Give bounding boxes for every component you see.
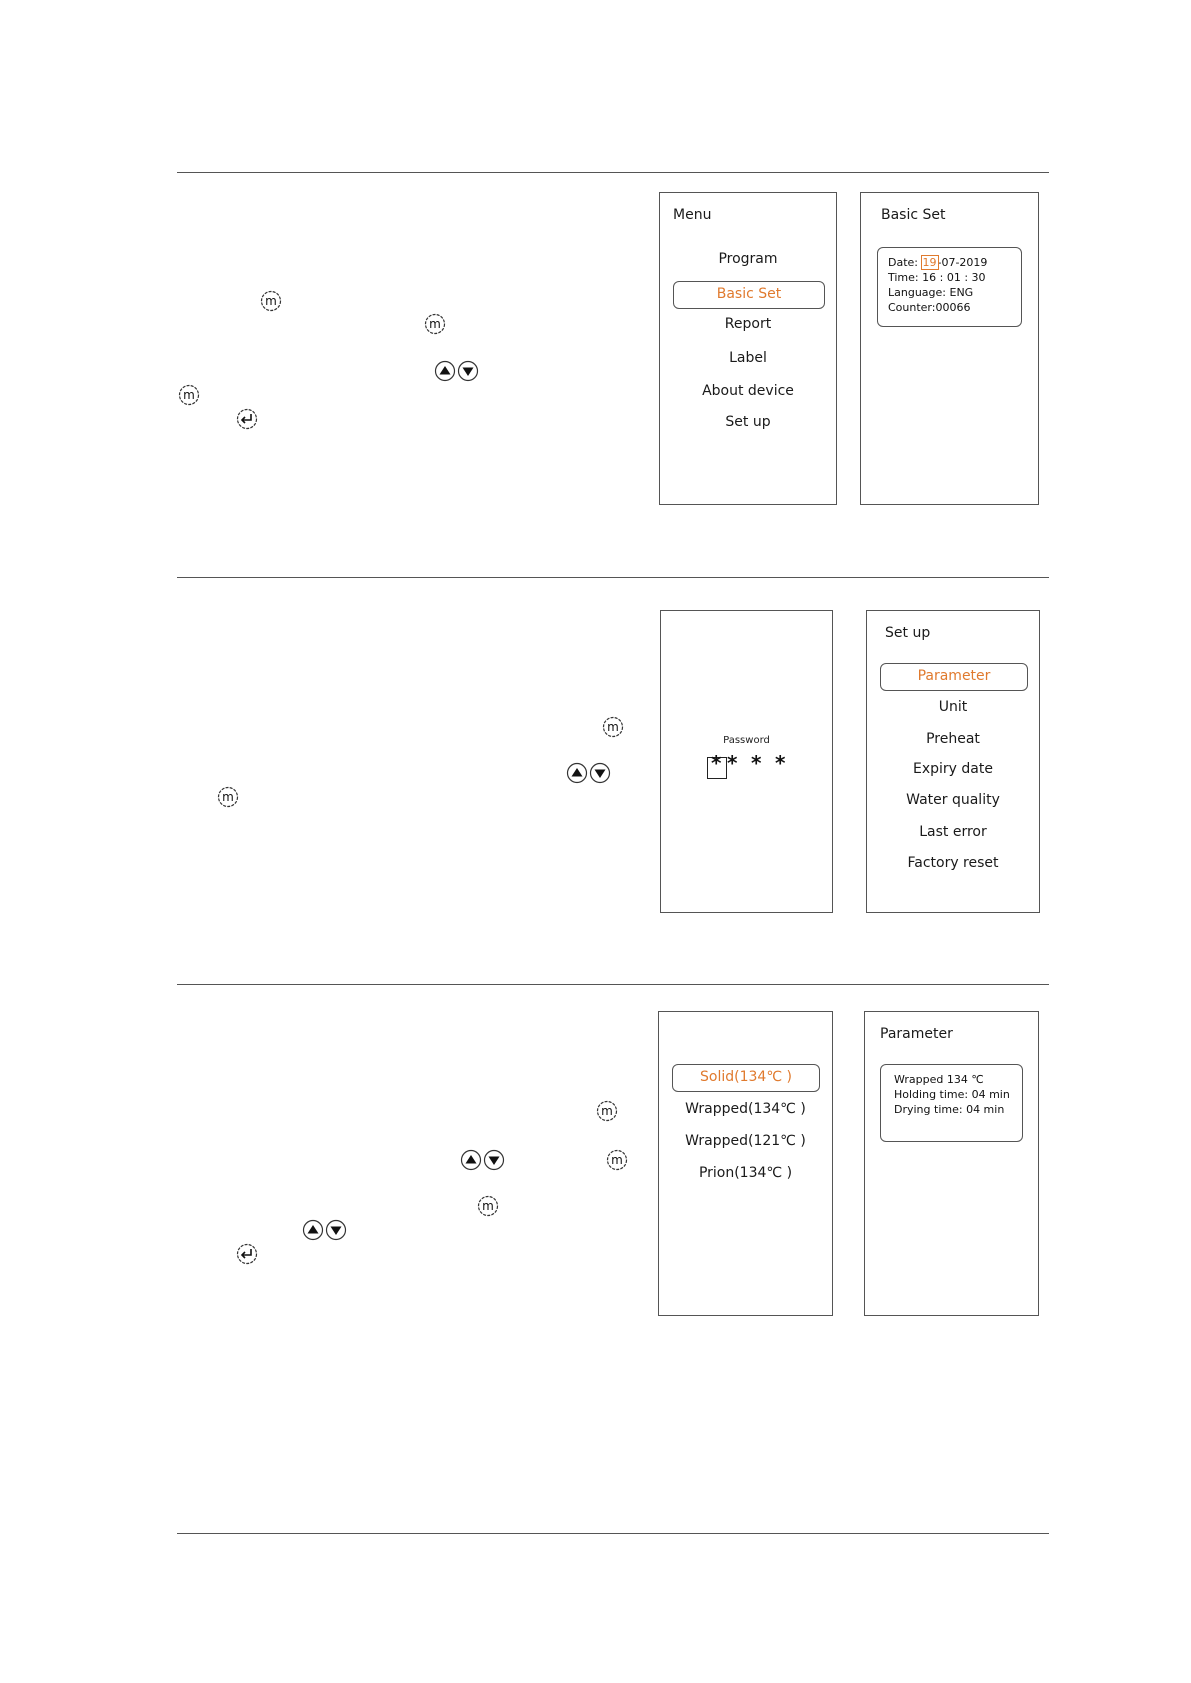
menu-item-about-device[interactable]: About device — [702, 383, 794, 399]
menu-item-label[interactable]: Label — [729, 350, 767, 366]
date-rest: -07-2019 — [937, 256, 988, 269]
down-arrow-icon — [483, 1149, 505, 1171]
m-button-icon — [424, 313, 446, 335]
setup-item-preheat[interactable]: Preheat — [926, 731, 980, 747]
password-screen — [660, 610, 833, 913]
section-divider — [177, 577, 1049, 578]
m-button-icon — [596, 1100, 618, 1122]
date-label: Date: — [888, 256, 918, 269]
time-row: Time: 16 : 01 : 30 — [888, 271, 986, 284]
setup-item-parameter[interactable]: Parameter — [880, 663, 1028, 691]
menu-item-report[interactable]: Report — [724, 316, 772, 332]
down-arrow-icon — [457, 360, 479, 382]
panel-title: Basic Set — [881, 207, 946, 223]
parameter-screen — [864, 1011, 1039, 1316]
password-char: * — [775, 751, 786, 775]
menu-item-basic-set[interactable]: Basic Set — [673, 281, 825, 309]
parameter-info-box — [880, 1064, 1023, 1142]
password-char: * — [727, 751, 738, 775]
date-day-field[interactable]: 19 — [922, 256, 937, 269]
m-button-icon — [606, 1149, 628, 1171]
menu-item-set-up[interactable]: Set up — [725, 414, 771, 430]
program-item-prion-134[interactable]: Prion(134℃ ) — [698, 1165, 793, 1181]
program-item-wrapped-134[interactable]: Wrapped(134℃ ) — [685, 1101, 806, 1117]
up-arrow-icon — [434, 360, 456, 382]
up-arrow-icon — [460, 1149, 482, 1171]
menu-item-program[interactable]: Program — [718, 251, 778, 267]
basic-set-info-box — [877, 247, 1022, 327]
setup-screen — [866, 610, 1040, 913]
enter-button-icon — [236, 408, 258, 430]
password-char: * — [751, 751, 762, 775]
section-divider — [177, 1533, 1049, 1534]
setup-item-last-error[interactable]: Last error — [919, 824, 987, 840]
language-row: Language: ENG — [888, 286, 974, 299]
enter-button-icon — [236, 1243, 258, 1265]
setup-item-unit[interactable]: Unit — [938, 699, 968, 715]
program-select-screen — [658, 1011, 833, 1316]
password-field[interactable] — [709, 751, 809, 777]
program-item-wrapped-121[interactable]: Wrapped(121℃ ) — [685, 1133, 806, 1149]
section-divider — [177, 984, 1049, 985]
program-item-solid-134[interactable]: Solid(134℃ ) — [672, 1064, 820, 1092]
down-arrow-icon — [589, 762, 611, 784]
m-button-icon — [602, 716, 624, 738]
parameter-program-row: Wrapped 134 ℃ — [894, 1073, 984, 1086]
m-button-icon — [217, 786, 239, 808]
up-arrow-icon — [566, 762, 588, 784]
panel-title: Set up — [885, 625, 931, 641]
setup-item-water-quality[interactable]: Water quality — [906, 792, 1000, 808]
setup-item-factory-reset[interactable]: Factory reset — [907, 855, 999, 871]
down-arrow-icon — [325, 1219, 347, 1241]
basic-set-screen — [860, 192, 1039, 505]
counter-row: Counter:00066 — [888, 301, 971, 314]
m-button-icon — [477, 1195, 499, 1217]
parameter-drying-time-row: Drying time: 04 min — [894, 1103, 1005, 1116]
setup-item-expiry-date[interactable]: Expiry date — [913, 761, 993, 777]
section-divider — [177, 172, 1049, 173]
date-row — [888, 255, 1021, 270]
panel-title: Menu — [673, 207, 712, 223]
parameter-holding-time-row: Holding time: 04 min — [894, 1088, 1010, 1101]
m-button-icon — [260, 290, 282, 312]
menu-screen — [659, 192, 837, 505]
up-arrow-icon — [302, 1219, 324, 1241]
password-char: * — [711, 751, 722, 775]
password-label: Password — [723, 735, 770, 746]
m-button-icon — [178, 384, 200, 406]
panel-title: Parameter — [880, 1026, 953, 1042]
